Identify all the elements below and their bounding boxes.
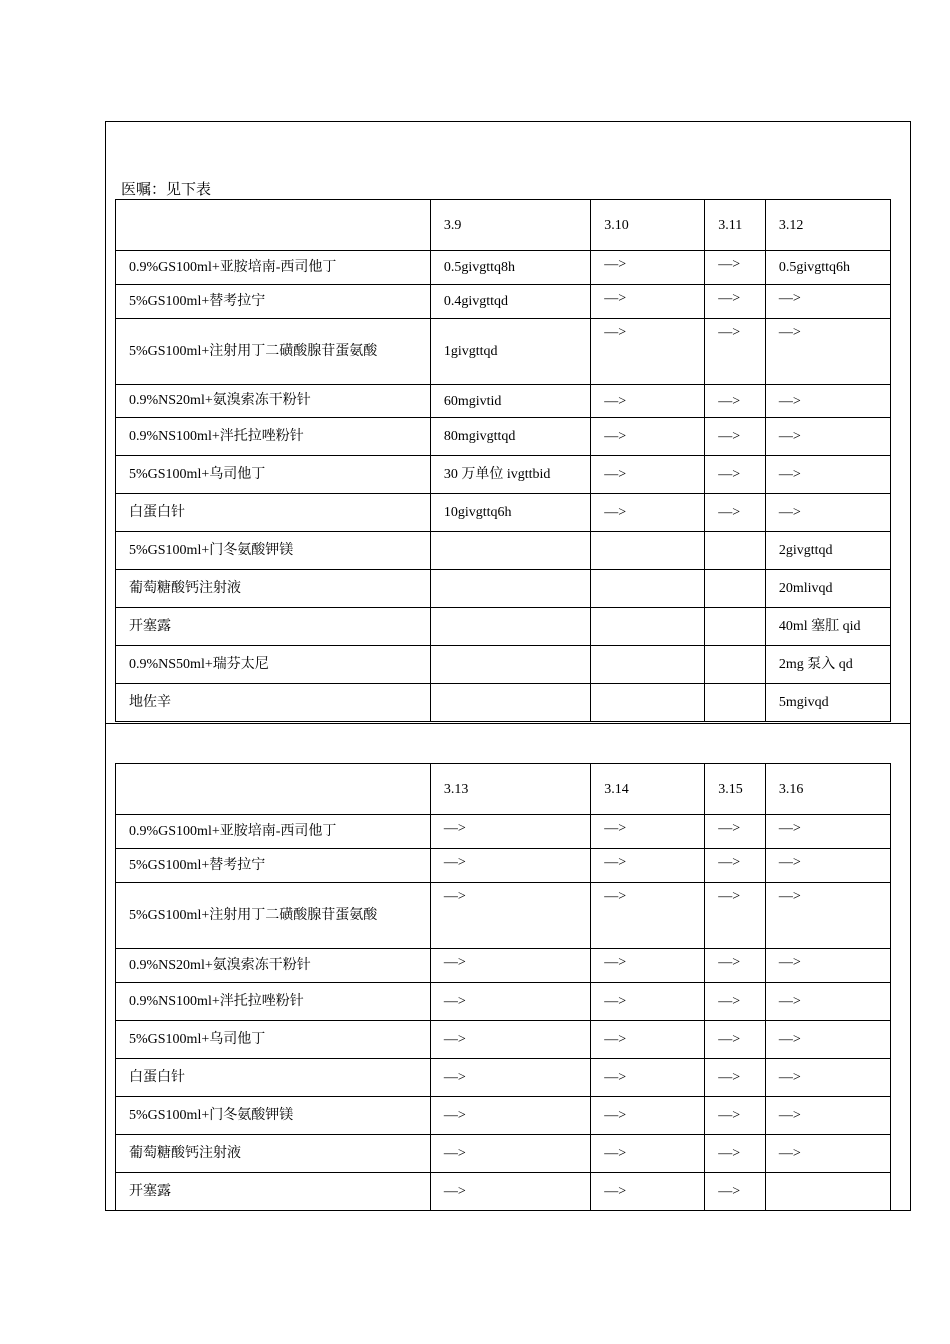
- continue-arrow-cell: —>: [591, 1173, 705, 1211]
- drug-name-cell: 葡萄糖酸钙注射液: [116, 570, 431, 608]
- orders-table-1: [115, 199, 891, 722]
- dose-cell: 0.4givgttqd: [430, 285, 590, 319]
- continue-arrow-cell: —>: [430, 883, 590, 949]
- dose-cell: [430, 570, 590, 608]
- continue-arrow-cell: —>: [765, 949, 890, 983]
- dose-cell: [705, 532, 766, 570]
- continue-arrow-cell: —>: [765, 849, 890, 883]
- dose-cell: 10givgttq6h: [430, 494, 590, 532]
- continue-arrow-cell: —>: [591, 319, 705, 385]
- dose-cell: 40ml 塞肛 qid: [765, 608, 890, 646]
- dose-cell: [591, 532, 705, 570]
- dose-cell: 80mgivgttqd: [430, 418, 590, 456]
- dose-cell: [430, 532, 590, 570]
- continue-arrow-cell: —>: [705, 815, 766, 849]
- dose-cell: [705, 570, 766, 608]
- drug-name-cell: 0.9%NS20ml+氨溴索冻干粉针: [116, 385, 431, 418]
- continue-arrow-cell: —>: [765, 385, 890, 418]
- table-row: [116, 319, 891, 385]
- continue-arrow-cell: —>: [430, 1173, 590, 1211]
- dose-cell: 2givgttqd: [765, 532, 890, 570]
- table-row: [116, 456, 891, 494]
- continue-arrow-cell: —>: [591, 1135, 705, 1173]
- continue-arrow-cell: —>: [705, 385, 766, 418]
- table-row: [116, 684, 891, 722]
- table-row: [116, 1135, 891, 1173]
- continue-arrow-cell: —>: [765, 815, 890, 849]
- table-row: [116, 815, 891, 849]
- continue-arrow-cell: —>: [705, 1135, 766, 1173]
- drug-name-cell: 5%GS100ml+门冬氨酸钾镁: [116, 532, 431, 570]
- dose-cell: [705, 646, 766, 684]
- continue-arrow-cell: —>: [591, 285, 705, 319]
- table-row: [116, 983, 891, 1021]
- table-row: [116, 385, 891, 418]
- continue-arrow-cell: —>: [705, 1097, 766, 1135]
- continue-arrow-cell: —>: [430, 983, 590, 1021]
- continue-arrow-cell: —>: [765, 1059, 890, 1097]
- continue-arrow-cell: —>: [591, 1059, 705, 1097]
- continue-arrow-cell: —>: [591, 418, 705, 456]
- header-row: [116, 200, 891, 251]
- drug-name-cell: 0.9%NS100ml+泮托拉唑粉针: [116, 418, 431, 456]
- continue-arrow-cell: —>: [765, 494, 890, 532]
- continue-arrow-cell: —>: [430, 1059, 590, 1097]
- drug-name-cell: 地佐辛: [116, 684, 431, 722]
- date-header: 3.10: [591, 200, 705, 251]
- table-row: [116, 1173, 891, 1211]
- dose-cell: [765, 1173, 890, 1211]
- continue-arrow-cell: —>: [705, 319, 766, 385]
- drug-name-cell: 0.9%GS100ml+亚胺培南-西司他丁: [116, 815, 431, 849]
- continue-arrow-cell: —>: [591, 949, 705, 983]
- table-row: [116, 285, 891, 319]
- drug-name-cell: 0.9%NS20ml+氨溴索冻干粉针: [116, 949, 431, 983]
- continue-arrow-cell: —>: [591, 883, 705, 949]
- dose-cell: [705, 684, 766, 722]
- continue-arrow-cell: —>: [591, 849, 705, 883]
- continue-arrow-cell: —>: [705, 285, 766, 319]
- header-blank-cell: [116, 764, 431, 815]
- continue-arrow-cell: —>: [705, 1173, 766, 1211]
- dose-cell: [591, 570, 705, 608]
- continue-arrow-cell: —>: [591, 251, 705, 285]
- date-header: 3.16: [765, 764, 890, 815]
- continue-arrow-cell: —>: [705, 456, 766, 494]
- continue-arrow-cell: —>: [430, 849, 590, 883]
- table-row: [116, 1021, 891, 1059]
- dose-cell: 0.5givgttq6h: [765, 251, 890, 285]
- table-row: [116, 570, 891, 608]
- continue-arrow-cell: —>: [765, 883, 890, 949]
- drug-name-cell: 葡萄糖酸钙注射液: [116, 1135, 431, 1173]
- date-header: 3.14: [591, 764, 705, 815]
- date-header: 3.13: [430, 764, 590, 815]
- table-row: [116, 494, 891, 532]
- continue-arrow-cell: —>: [705, 983, 766, 1021]
- table-row: [116, 1059, 891, 1097]
- dose-cell: [591, 684, 705, 722]
- drug-name-cell: 白蛋白针: [116, 494, 431, 532]
- table-row: [116, 532, 891, 570]
- dose-cell: 1givgttqd: [430, 319, 590, 385]
- dose-cell: 60mgivtid: [430, 385, 590, 418]
- continue-arrow-cell: —>: [591, 494, 705, 532]
- date-header: 3.11: [705, 200, 766, 251]
- orders-heading: 医嘱：见下表: [121, 182, 212, 198]
- continue-arrow-cell: —>: [765, 1135, 890, 1173]
- continue-arrow-cell: —>: [705, 883, 766, 949]
- dose-cell: [591, 608, 705, 646]
- continue-arrow-cell: —>: [765, 1021, 890, 1059]
- dose-cell: [591, 646, 705, 684]
- drug-name-cell: 0.9%NS100ml+泮托拉唑粉针: [116, 983, 431, 1021]
- dose-cell: 0.5givgttq8h: [430, 251, 590, 285]
- table-row: [116, 418, 891, 456]
- continue-arrow-cell: —>: [765, 418, 890, 456]
- continue-arrow-cell: —>: [765, 319, 890, 385]
- drug-name-cell: 开塞露: [116, 608, 431, 646]
- continue-arrow-cell: —>: [430, 1135, 590, 1173]
- continue-arrow-cell: —>: [430, 815, 590, 849]
- drug-name-cell: 5%GS100ml+乌司他丁: [116, 456, 431, 494]
- drug-name-cell: 0.9%GS100ml+亚胺培南-西司他丁: [116, 251, 431, 285]
- continue-arrow-cell: —>: [705, 1021, 766, 1059]
- continue-arrow-cell: —>: [765, 285, 890, 319]
- continue-arrow-cell: —>: [765, 456, 890, 494]
- continue-arrow-cell: —>: [591, 983, 705, 1021]
- drug-name-cell: 5%GS100ml+注射用丁二磺酸腺苷蛋氨酸: [116, 883, 431, 949]
- continue-arrow-cell: —>: [591, 1021, 705, 1059]
- dose-cell: [430, 646, 590, 684]
- table-row: [116, 949, 891, 983]
- dose-cell: [430, 684, 590, 722]
- table-row: [116, 1097, 891, 1135]
- continue-arrow-cell: —>: [430, 1097, 590, 1135]
- dose-cell: [705, 608, 766, 646]
- orders-table-2: [115, 763, 891, 1211]
- continue-arrow-cell: —>: [705, 949, 766, 983]
- drug-name-cell: 白蛋白针: [116, 1059, 431, 1097]
- continue-arrow-cell: —>: [591, 456, 705, 494]
- date-header: 3.15: [705, 764, 766, 815]
- table-row: [116, 849, 891, 883]
- drug-name-cell: 5%GS100ml+注射用丁二磺酸腺苷蛋氨酸: [116, 319, 431, 385]
- table-row: [116, 646, 891, 684]
- header-row: [116, 764, 891, 815]
- date-header: 3.12: [765, 200, 890, 251]
- continue-arrow-cell: —>: [430, 949, 590, 983]
- dose-cell: 30 万单位 ivgttbid: [430, 456, 590, 494]
- continue-arrow-cell: —>: [591, 815, 705, 849]
- continue-arrow-cell: —>: [591, 385, 705, 418]
- continue-arrow-cell: —>: [765, 1097, 890, 1135]
- drug-name-cell: 5%GS100ml+替考拉宁: [116, 849, 431, 883]
- continue-arrow-cell: —>: [591, 1097, 705, 1135]
- drug-name-cell: 5%GS100ml+门冬氨酸钾镁: [116, 1097, 431, 1135]
- drug-name-cell: 0.9%NS50ml+瑞芬太尼: [116, 646, 431, 684]
- dose-cell: 20mlivqd: [765, 570, 890, 608]
- drug-name-cell: 5%GS100ml+替考拉宁: [116, 285, 431, 319]
- dose-cell: 5mgivqd: [765, 684, 890, 722]
- drug-name-cell: 开塞露: [116, 1173, 431, 1211]
- table-row: [116, 608, 891, 646]
- table-row: [116, 251, 891, 285]
- continue-arrow-cell: —>: [705, 418, 766, 456]
- continue-arrow-cell: —>: [705, 494, 766, 532]
- date-header: 3.9: [430, 200, 590, 251]
- continue-arrow-cell: —>: [705, 251, 766, 285]
- drug-name-cell: 5%GS100ml+乌司他丁: [116, 1021, 431, 1059]
- continue-arrow-cell: —>: [705, 849, 766, 883]
- dose-cell: [430, 608, 590, 646]
- continue-arrow-cell: —>: [765, 983, 890, 1021]
- continue-arrow-cell: —>: [705, 1059, 766, 1097]
- table-row: [116, 883, 891, 949]
- dose-cell: 2mg 泵入 qd: [765, 646, 890, 684]
- header-blank-cell: [116, 200, 431, 251]
- continue-arrow-cell: —>: [430, 1021, 590, 1059]
